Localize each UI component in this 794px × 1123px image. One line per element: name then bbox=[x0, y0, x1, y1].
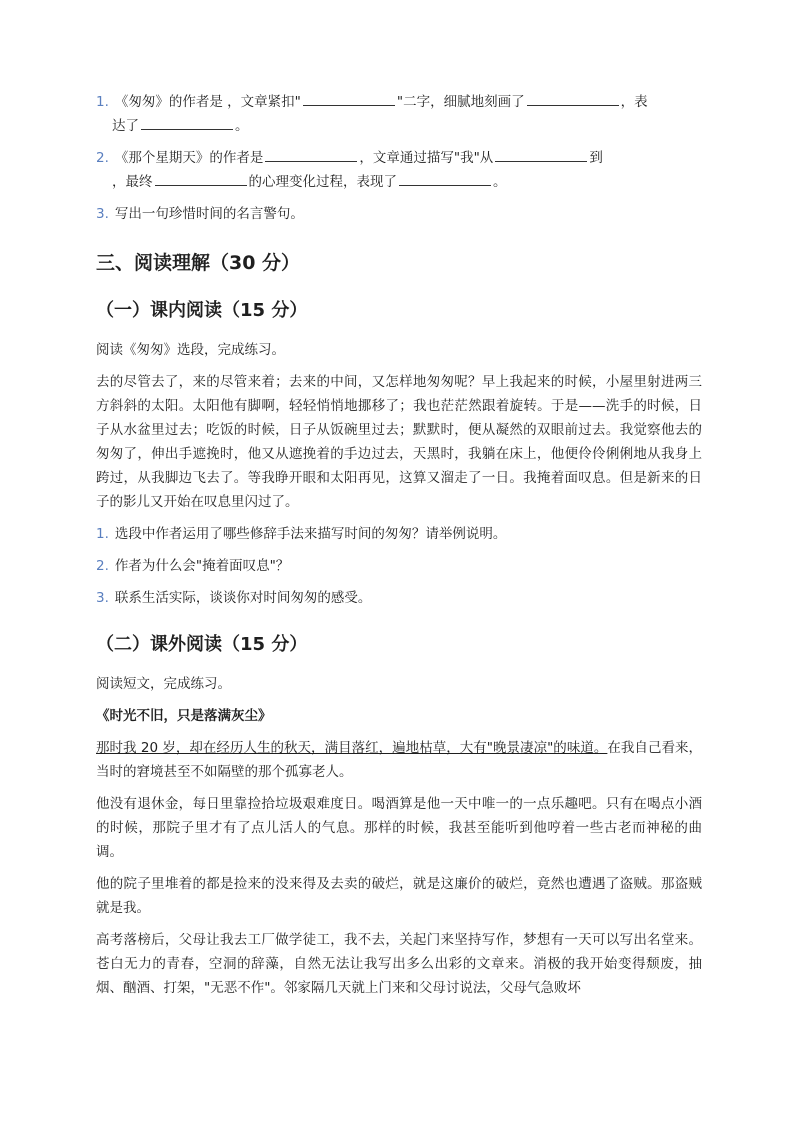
list-number: 1. bbox=[96, 94, 109, 110]
reading-instruction: 阅读《匆匆》选段，完成练习。 bbox=[96, 342, 285, 358]
question-text: 到 bbox=[589, 150, 603, 166]
answer-blank[interactable] bbox=[303, 91, 395, 106]
reading-instruction: 阅读短文，完成练习。 bbox=[96, 676, 231, 692]
reading-question-1 bbox=[96, 522, 702, 546]
answer-blank[interactable] bbox=[495, 147, 587, 162]
question-text: ，表 bbox=[620, 94, 648, 110]
question-text: ，最终 bbox=[112, 174, 153, 190]
subsection-title: （一）课内阅读（15 分） bbox=[96, 300, 308, 321]
article-paragraph: 他的院子里堆着的都是捡来的没来得及去卖的破烂，就是这廉价的破烂，竟然也遭遇了盗贼。那盗贼就是我。 bbox=[96, 876, 702, 916]
fill-question-3 bbox=[96, 202, 702, 226]
question-text: ，文章通过描写"我"从 bbox=[359, 150, 494, 166]
question-text: 。 bbox=[235, 118, 249, 134]
answer-blank[interactable] bbox=[155, 171, 247, 186]
list-number: 2. bbox=[96, 150, 109, 166]
document-page bbox=[96, 90, 702, 1008]
reading-question-2 bbox=[96, 554, 702, 578]
list-number: 1. bbox=[96, 526, 109, 542]
fill-question-1 bbox=[96, 90, 702, 138]
subsection-title: （二）课外阅读（15 分） bbox=[96, 634, 308, 655]
list-number: 3. bbox=[96, 206, 109, 222]
reading-passage: 去的尽管去了，来的尽管来着；去来的中间，又怎样地匆匆呢？早上我起来的时候，小屋里射进两三方斜斜的太阳。太阳他有脚啊，轻轻悄悄地挪移了；我也茫茫然跟着旋转。于是——洗手的时候，日子从水盆里过去；吃饭的时候，日子从饭碗里过去；默默时，便从凝然的双眼前过去。我觉察他去的匆匆了，伸出手遮挽时，他又从遮挽着的手边过去，天黑时，我躺在床上，他便伶伶俐俐地从我身上跨过，从我脚边飞去了。等我睁开眼和太阳再见，这算又溜走了一日。我掩着面叹息。但是新来的日子的影儿又开始在叹息里闪过了。 bbox=[96, 374, 702, 510]
answer-blank[interactable] bbox=[265, 147, 357, 162]
answer-blank[interactable] bbox=[527, 91, 619, 106]
article-paragraph: 他没有退休金，每日里靠捡拾垃圾艰难度日。喝酒算是他一天中唯一的一点乐趣吧。只有在喝点小酒的时候，那院子里才有了点儿活人的气息。那样的时候，我甚至能听到他哼着一些古老而神秘的曲调。 bbox=[96, 796, 702, 860]
question-text: 《匆匆》的作者是 ，文章紧扣" bbox=[114, 94, 301, 110]
question-text: 达了 bbox=[112, 118, 139, 134]
article-title: 《时光不旧，只是落满灰尘》 bbox=[96, 708, 272, 724]
question-continuation bbox=[96, 170, 702, 194]
question-text: 《那个星期天》的作者是 bbox=[114, 150, 264, 166]
section-title: 三、阅读理解（30 分） bbox=[96, 252, 301, 274]
question-text: 联系生活实际，谈谈你对时间匆匆的感受。 bbox=[114, 590, 372, 606]
question-text: 。 bbox=[493, 174, 507, 190]
list-number: 3. bbox=[96, 590, 109, 606]
paragraph-text: 在我自己看来，当时的窘境甚至不如隔壁的那个孤寡老人。 bbox=[96, 740, 702, 780]
underlined-sentence: 那时我 20 岁，却在经历人生的秋天，满目落红，遍地枯草，大有"晚景凄凉"的味道。 bbox=[96, 740, 608, 756]
article-paragraph: 高考落榜后，父母让我去工厂做学徒工，我不去，关起门来坚持写作，梦想有一天可以写出名堂来。苍白无力的青春，空洞的辞藻，自然无法让我写出多么出彩的文章来。消极的我开始变得颓废，抽烟、酗酒、打架，"无恶不作"。邻家隔几天就上门来和父母讨说法，父母气急败坏 bbox=[96, 932, 702, 996]
question-text: 作者为什么会"掩着面叹息"？ bbox=[114, 558, 290, 574]
reading-question-3 bbox=[96, 586, 702, 610]
question-continuation bbox=[96, 114, 702, 138]
question-text: "二字，细腻地刻画了 bbox=[396, 94, 525, 110]
answer-blank[interactable] bbox=[141, 115, 233, 130]
list-number: 2. bbox=[96, 558, 109, 574]
article-paragraph bbox=[96, 736, 702, 784]
question-text: 选段中作者运用了哪些修辞手法来描写时间的匆匆？请举例说明。 bbox=[114, 526, 507, 542]
fill-question-2 bbox=[96, 146, 702, 194]
question-text: 写出一句珍惜时间的名言警句。 bbox=[114, 206, 304, 222]
question-text: 的心理变化过程，表现了 bbox=[248, 174, 397, 190]
answer-blank[interactable] bbox=[399, 171, 491, 186]
